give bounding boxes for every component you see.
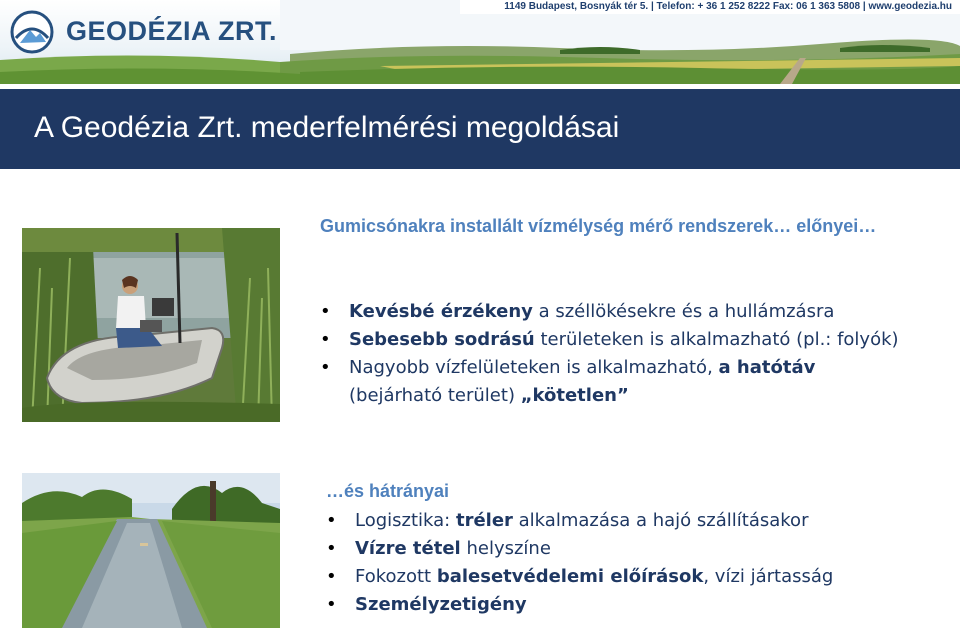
list-item-text: a széllökésekre és a hullámzásra	[532, 301, 835, 322]
advantages-heading: Gumicsónakra installált vízmélység mérő rendszerek… előnyei…	[320, 216, 877, 236]
list-item-text: alkalmazása a hajó szállításakor	[512, 510, 809, 531]
list-item	[326, 563, 946, 591]
list-item-bold: Vízre tétel	[355, 538, 461, 559]
list-item-text: területeken is alkalmazható (pl.: folyók)	[534, 329, 899, 350]
inflatable-boat-photo	[22, 228, 280, 422]
list-item-bold: Sebesebb sodrású	[349, 329, 535, 350]
list-item-bold: tréler	[455, 510, 513, 531]
list-item-bold: „kötetlen”	[520, 385, 629, 406]
list-item	[320, 326, 940, 354]
list-item	[326, 507, 946, 535]
slide-title: A Geodézia Zrt. mederfelmérési megoldásai	[34, 111, 620, 144]
list-item	[326, 591, 946, 619]
list-item-bold: Kevésbé érzékeny	[349, 301, 533, 322]
canal-photo	[22, 473, 280, 628]
list-item-continuation	[320, 382, 940, 410]
list-item-text: , vízi jártasság	[703, 566, 834, 587]
globe-arc-logo-icon	[10, 10, 54, 54]
list-item-text: (bejárható terület)	[349, 385, 521, 406]
list-item-text: Fokozott	[355, 566, 437, 587]
company-name: GEODÉZIA ZRT.	[66, 16, 278, 46]
list-item-bold: balesetvédelemi előírások	[436, 566, 704, 587]
list-item	[320, 298, 940, 326]
header-banner	[0, 0, 960, 84]
list-item	[320, 354, 940, 382]
list-item-text: Nagyobb vízfelületeken is alkalmazható,	[349, 357, 719, 378]
contact-info: 1149 Budapest, Bosnyák tér 5. | Telefon: + 36 1 252 8222 Fax: 06 1 363 5808 | www.geodezia.hu	[504, 1, 952, 12]
list-item-bold: a hatótáv	[718, 357, 816, 378]
contact-bar	[460, 0, 960, 14]
list-item-bold: Személyzetigény	[355, 594, 527, 615]
title-bar	[0, 89, 960, 169]
disadvantages-list	[326, 507, 946, 619]
list-item-text: helyszíne	[460, 538, 551, 559]
advantages-list	[320, 298, 940, 410]
list-item	[326, 535, 946, 563]
list-item-text: Logisztika:	[355, 510, 456, 531]
disadvantages-heading: …és hátrányai	[326, 481, 450, 501]
